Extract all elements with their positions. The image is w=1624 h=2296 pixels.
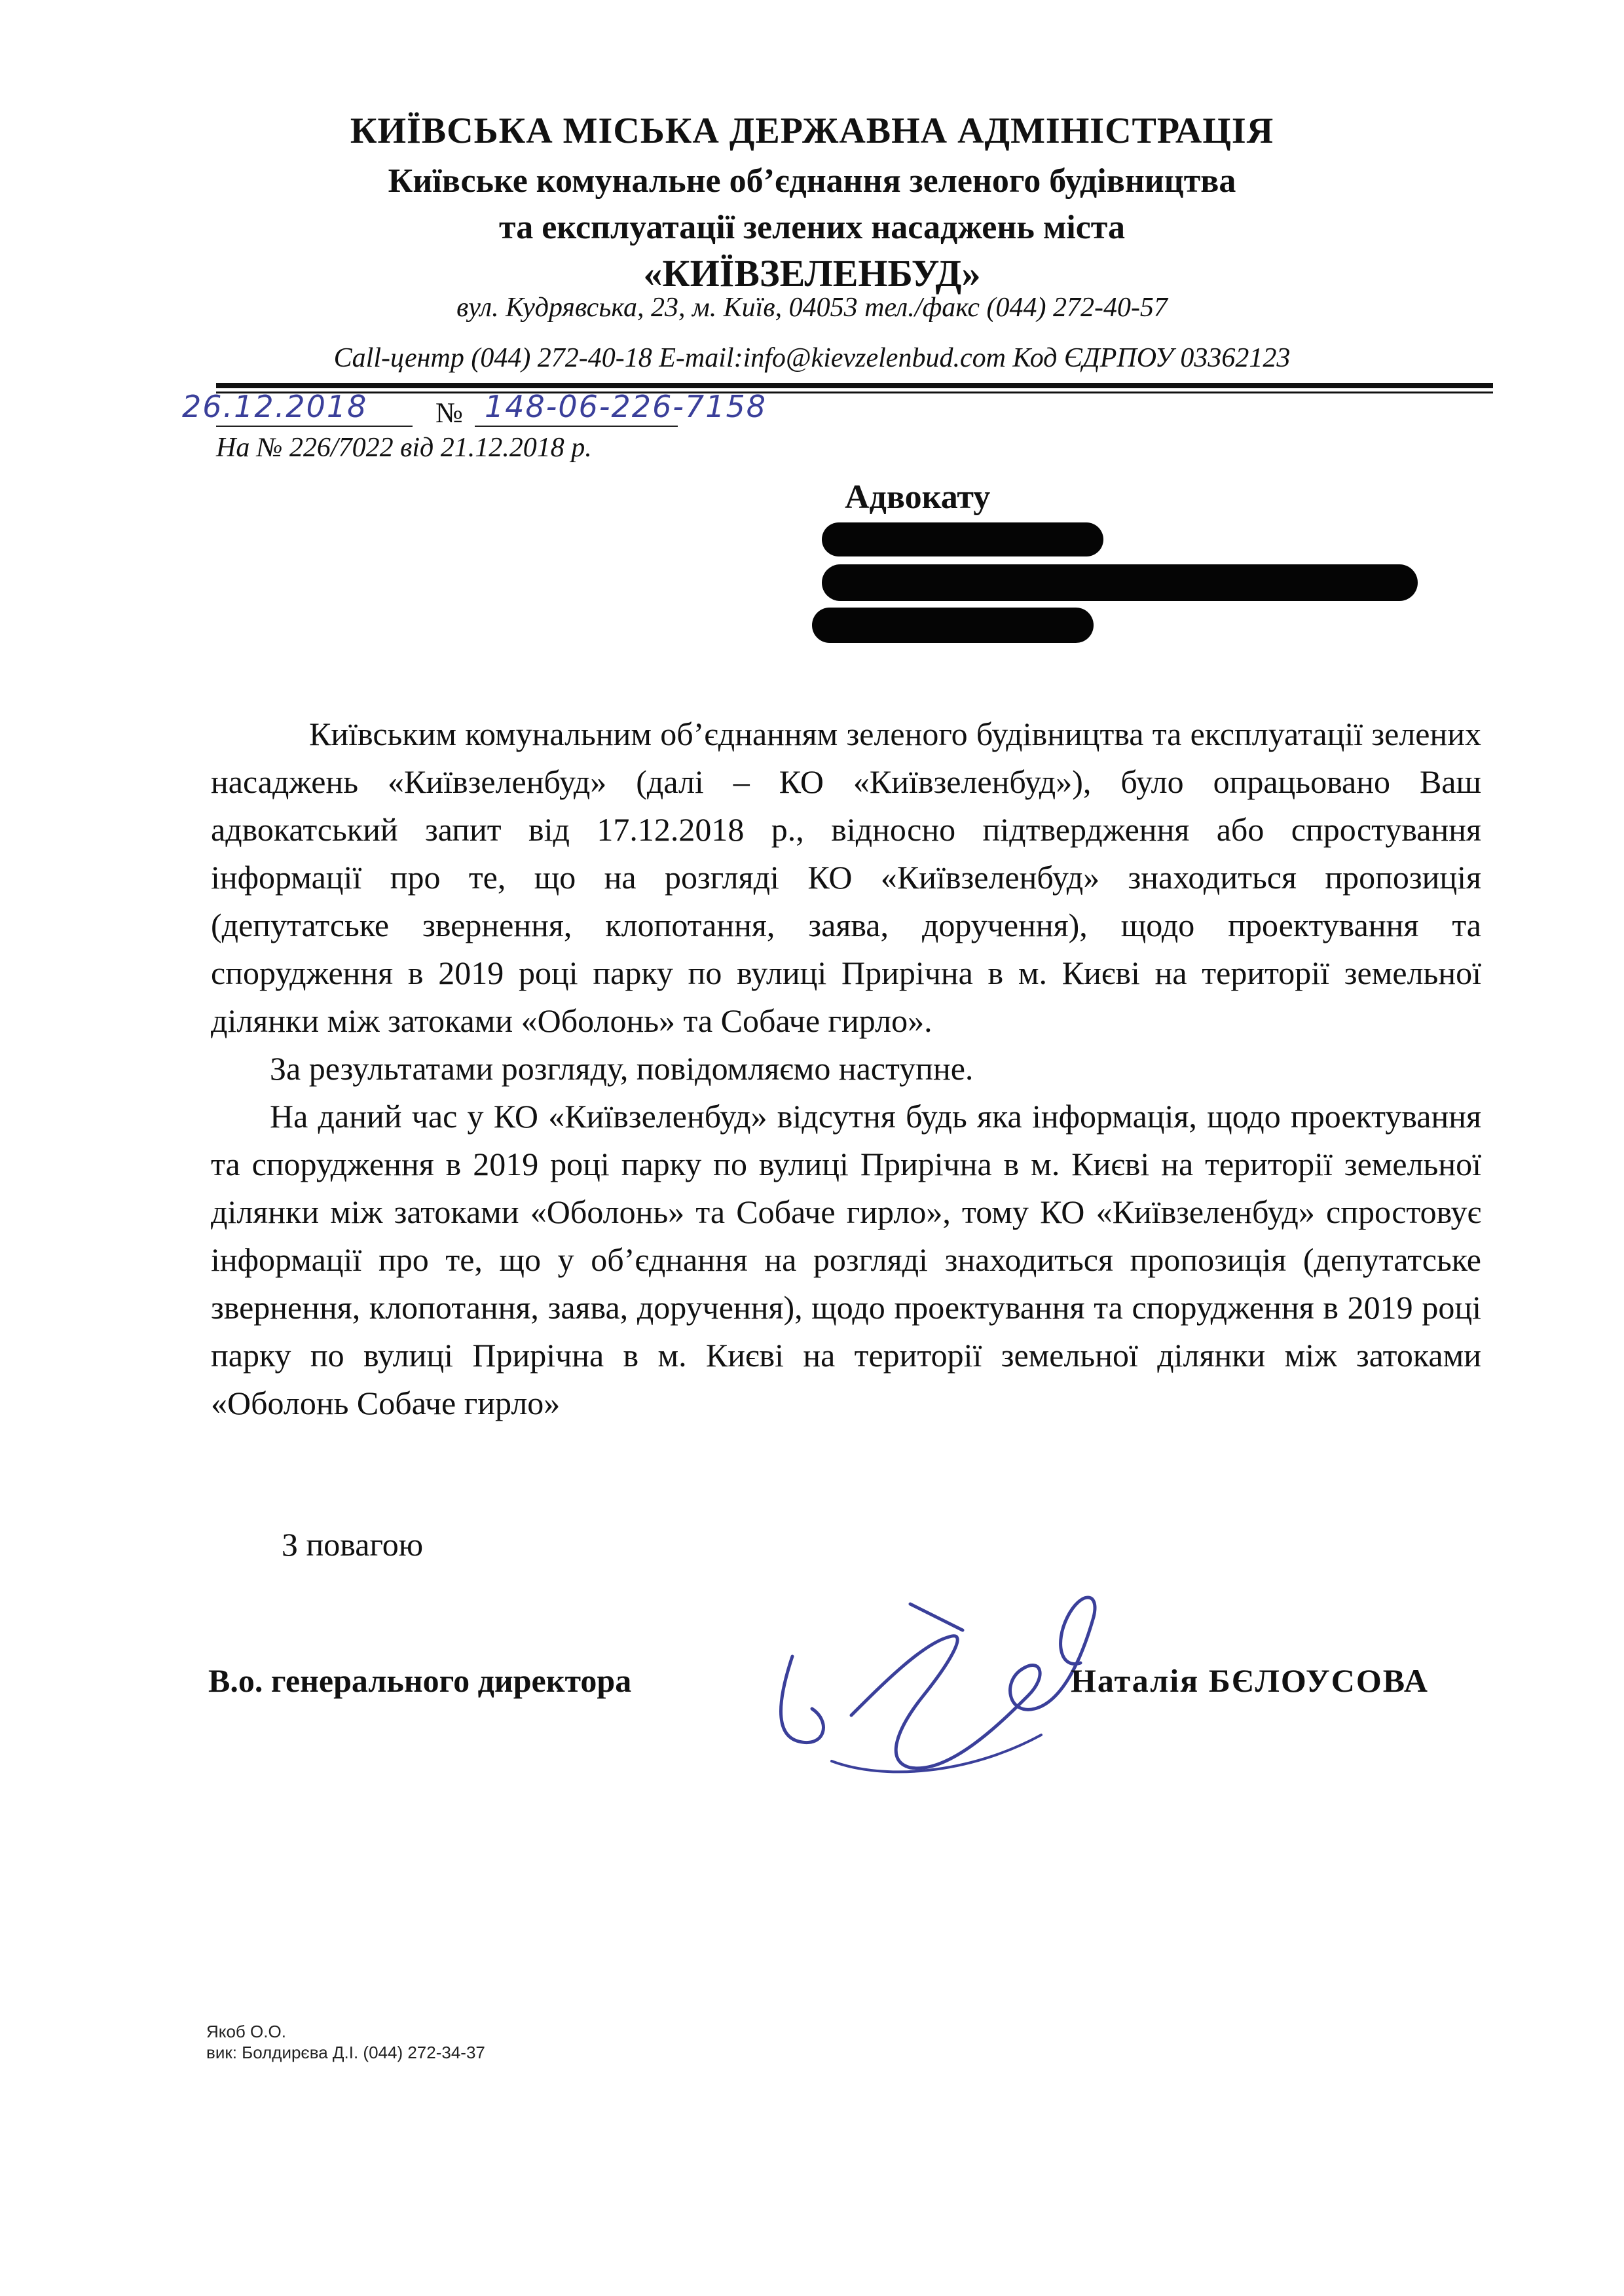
handwritten-signature [753, 1565, 1120, 1800]
redaction-bar [812, 608, 1094, 643]
recipient-title: Адвокату [845, 479, 991, 516]
reply-reference: На № 226/7022 від 21.12.2018 р. [216, 433, 592, 463]
header-rule-thick [216, 383, 1493, 388]
org-name: «КИЇВЗЕЛЕНБУД» [643, 252, 981, 295]
org-address: вул. Кудрявська, 23, м. Київ, 04053 тел./факс (044) 272-40-57 [456, 293, 1168, 323]
org-line-3: та експлуатації зелених насаджень міста [499, 209, 1125, 246]
body-paragraph: На даний час у КО «Київзеленбуд» відсутня будь яка інформація, щодо проектування та спорудження в 2019 році парку по вулиці Прирічна в м. Києві на території земельної ділянки між затоками «Оболонь» та Собаче гирло», тому КО «Київзеленбуд» спростовує інформації про те, що у об’єднання на розгляді знаходиться пропозиція (депутатське звернення, клопотання, заява, доручення), щодо проектування та спорудження в 2019 році парку по вулиці Прирічна в м. Києві на території земельної ділянки між затоками «Оболонь Собаче гирло» [211, 1098, 1481, 1421]
date-underline [216, 426, 413, 427]
org-contacts: Call-центр (044) 272-40-18 E-mail:info@kievzelenbud.com Код ЄДРПОУ 03362123 [333, 343, 1291, 373]
redaction-bar [822, 522, 1103, 556]
org-line-2: Київське комунальне об’єднання зеленого будівництва [388, 162, 1236, 200]
signer-name: Наталія БЄЛОУСОВА [1071, 1662, 1430, 1699]
org-line-1: КИЇВСЬКА МІСЬКА ДЕРЖАВНА АДМІНІСТРАЦІЯ [350, 111, 1274, 151]
number-sign: № [435, 397, 463, 429]
signer-position: В.о. генерального директора [208, 1662, 632, 1699]
executor-note: вик: Болдирєва Д.І. (044) 272-34-37 [206, 2043, 485, 2062]
redaction-bar [822, 564, 1418, 601]
number-underline [475, 426, 678, 427]
registration-date: 26.12.2018 [182, 389, 368, 424]
letter-body [211, 710, 1481, 1427]
header-rule-thin [216, 392, 1493, 393]
registration-number: 148-06-226-7158 [485, 389, 767, 424]
closing-regards: З повагою [282, 1526, 424, 1563]
author-note: Якоб О.О. [206, 2022, 286, 2041]
body-paragraph: Київським комунальним об’єднанням зеленого будівництва та експлуатації зелених насаджень «Київзеленбуд» (далі – КО «Київзеленбуд»), було опрацьовано Ваш адвокатський запит від 17.12.2018 р., відносно підтвердження або спростування інформації про те, що на розгляді КО «Київзеленбуд» знаходиться пропозиція (депутатське звернення, клопотання, заява, доручення), щодо проектування та спорудження в 2019 році парку по вулиці Прирічна в м. Києві на території земельної ділянки між затоками «Оболонь» та Собаче гирло». [211, 716, 1481, 1039]
body-paragraph: За результатами розгляду, повідомляємо наступне. [270, 1050, 974, 1087]
